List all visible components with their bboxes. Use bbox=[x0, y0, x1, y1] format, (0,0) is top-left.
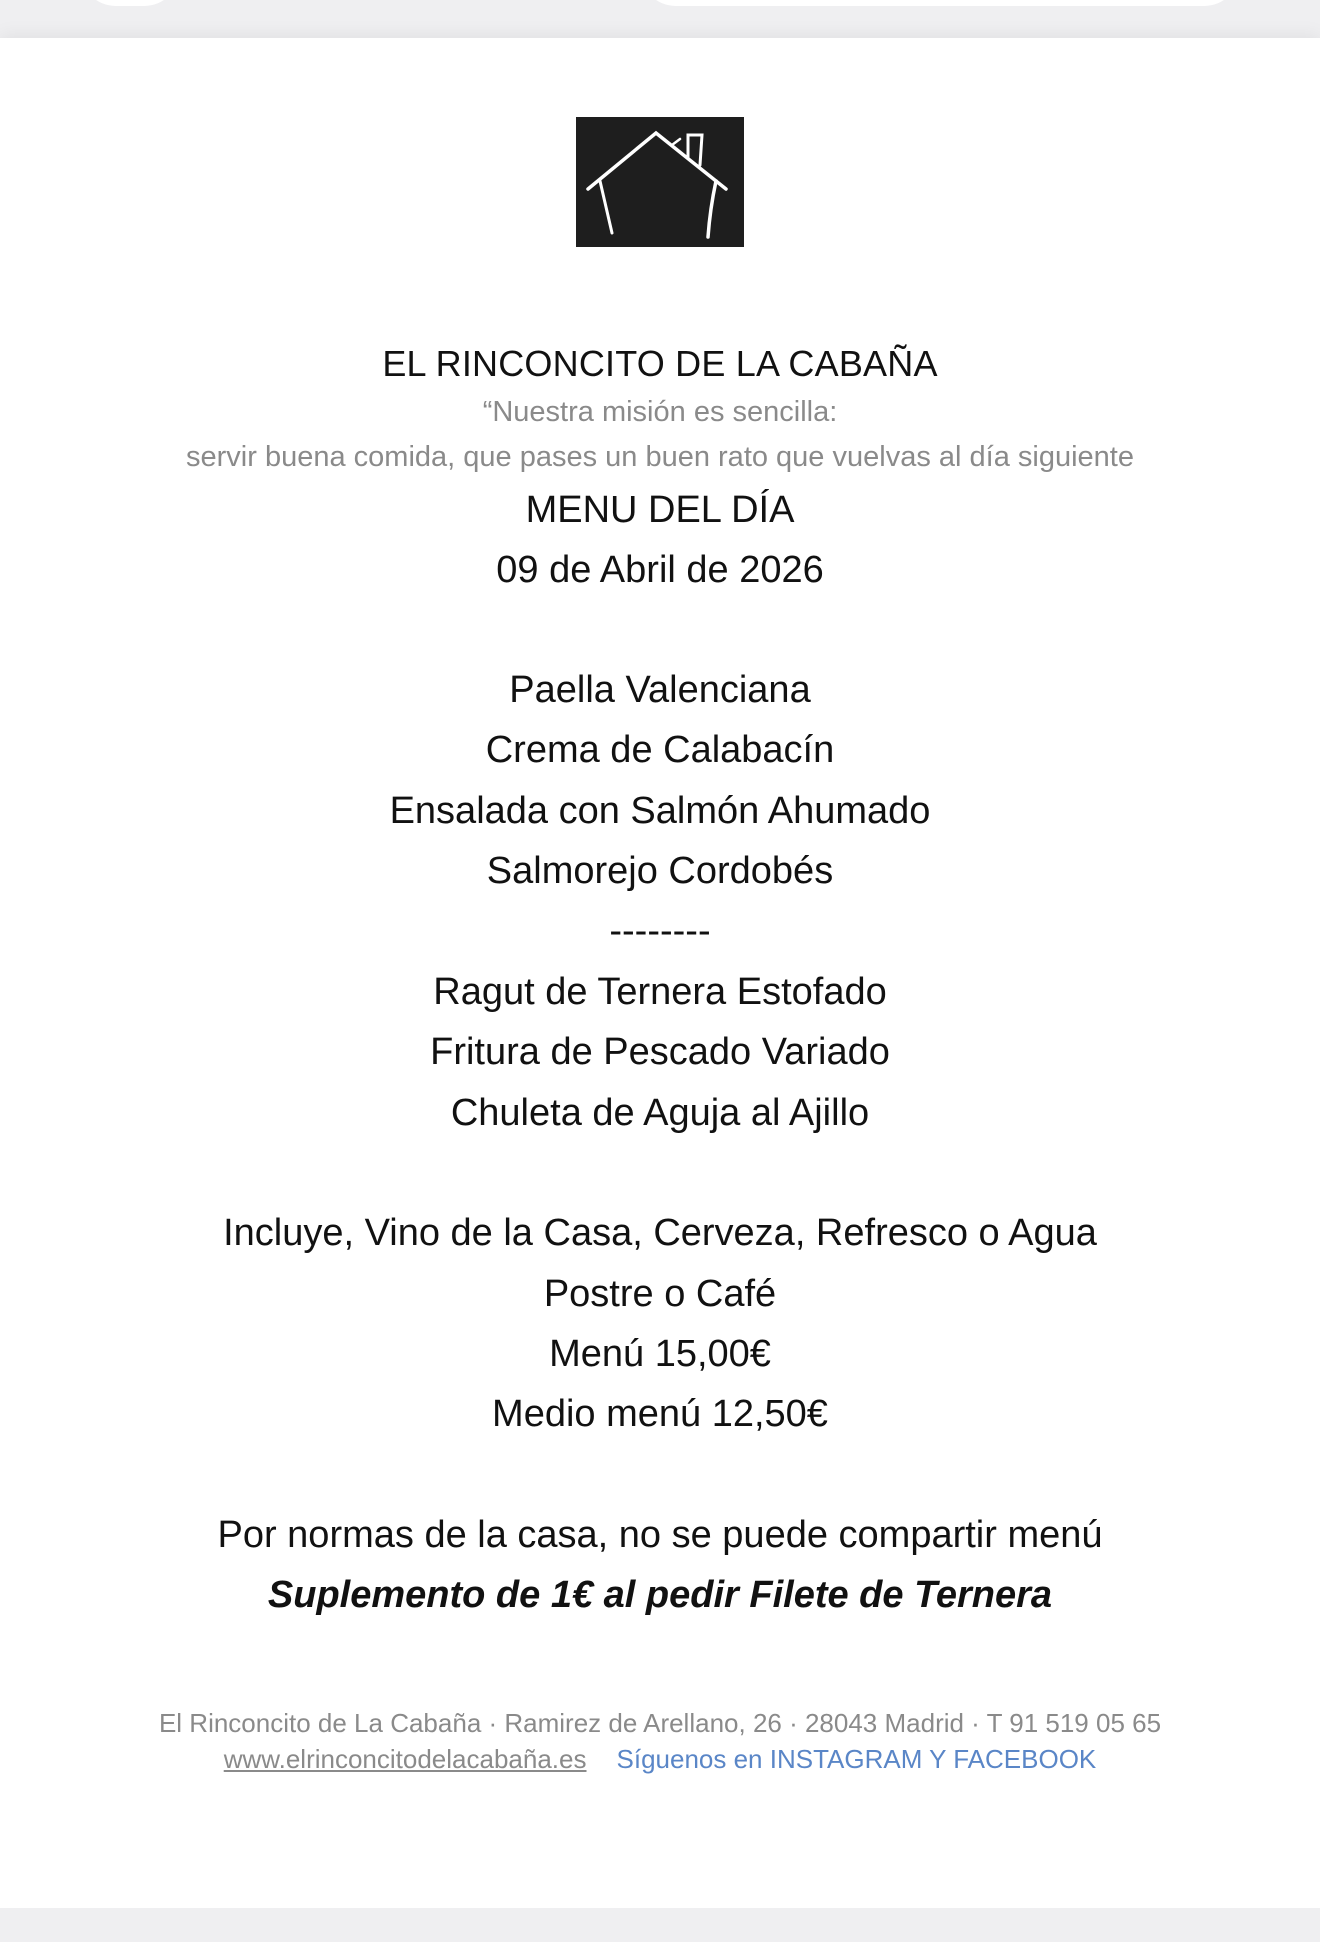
house-rule-text: Por normas de la casa, no se puede compartir menú bbox=[217, 1514, 1103, 1556]
second-course-item: Ragut de Ternera Estofado bbox=[433, 971, 887, 1013]
second-course-item: Fritura de Pescado Variado bbox=[430, 1031, 890, 1073]
price-full-menu: Menú 15,00€ bbox=[549, 1333, 771, 1375]
mission-line-1: “Nuestra misión es sencilla: bbox=[482, 396, 838, 428]
top-browser-bar bbox=[0, 0, 1320, 38]
social-link[interactable]: Síguenos en INSTAGRAM Y FACEBOOK bbox=[616, 1744, 1097, 1774]
menu-title: MENU DEL DÍA bbox=[525, 489, 795, 531]
address-bar[interactable] bbox=[640, 0, 1240, 6]
top-left-control[interactable] bbox=[80, 0, 180, 6]
dessert-text: Postre o Café bbox=[543, 1273, 777, 1315]
restaurant-name: EL RINCONCITO DE LA CABAÑA bbox=[382, 343, 938, 384]
price-half-menu: Medio menú 12,50€ bbox=[492, 1393, 828, 1435]
first-course-item: Salmorejo Cordobés bbox=[486, 850, 834, 892]
mission-line-2: servir buena comida, que pases un buen rato que vuelvas al día siguiente bbox=[186, 441, 1134, 473]
course-separator: -------- bbox=[609, 910, 711, 952]
first-course-item: Paella Valenciana bbox=[509, 669, 811, 711]
menu-date: 09 de Abril de 2026 bbox=[496, 549, 824, 591]
first-course-item: Ensalada con Salmón Ahumado bbox=[389, 790, 931, 832]
house-logo-icon bbox=[576, 117, 744, 247]
restaurant-logo bbox=[576, 117, 744, 247]
second-course-item: Chuleta de Aguja al Ajillo bbox=[450, 1092, 870, 1134]
supplement-text: Suplemento de 1€ al pedir Filete de Ternera bbox=[267, 1574, 1053, 1616]
footer-address: El Rinconcito de La Cabaña · Ramirez de Arellano, 26 · 28043 Madrid · T 91 519 05 65 bbox=[158, 1708, 1162, 1738]
first-course-item: Crema de Calabacín bbox=[485, 729, 835, 771]
footer-links bbox=[0, 1744, 1320, 1775]
bottom-browser-bar bbox=[0, 1908, 1320, 1942]
website-link[interactable]: www.elrinconcitodelacabaña.es bbox=[223, 1744, 587, 1774]
includes-text: Incluye, Vino de la Casa, Cerveza, Refresco o Agua bbox=[223, 1212, 1097, 1254]
